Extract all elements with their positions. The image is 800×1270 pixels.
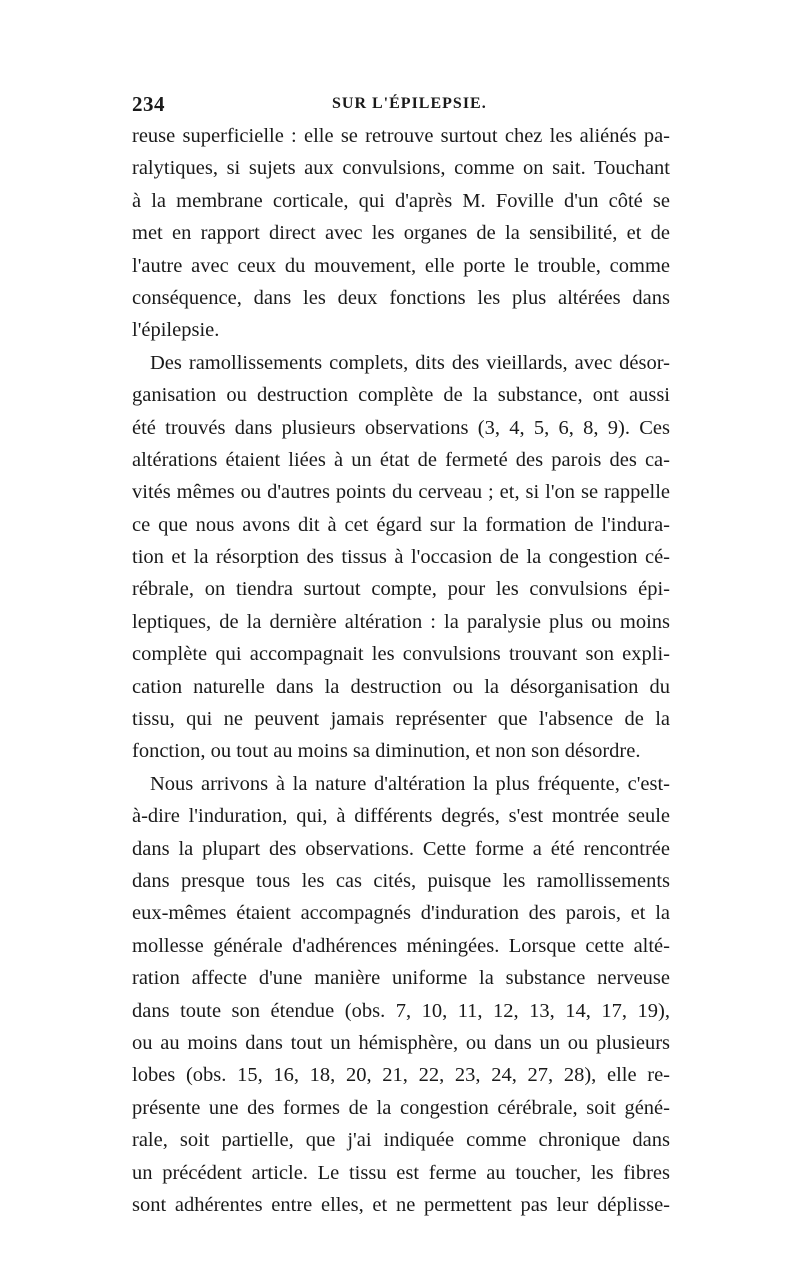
text-line: ce que nous avons dit à cet égard sur la formation de l'indura- — [132, 513, 670, 536]
running-title: SUR L'ÉPILEPSIE. — [332, 95, 487, 112]
text-line: Des ramollissements complets, dits des vieillards, avec désor- — [150, 351, 670, 374]
text-line: lobes (obs. 15, 16, 18, 20, 21, 22, 23, 24, 27, 28), elle re- — [132, 1064, 670, 1087]
text-line: dans la plupart des observations. Cette forme a été rencontrée — [132, 837, 670, 860]
running-head — [132, 92, 672, 118]
text-line: ration affecte d'une manière uniforme la substance nerveuse — [132, 967, 670, 990]
text-line: Nous arrivons à la nature d'altération la plus fréquente, c'est- — [150, 772, 670, 795]
text-line: eux-mêmes étaient accompagnés d'induration des parois, et la — [132, 902, 670, 925]
text-line: à la membrane corticale, qui d'après M. Foville d'un côté se — [132, 189, 670, 212]
text-line: fonction, ou tout au moins sa diminution, et non son désordre. — [132, 740, 641, 763]
text-line: mollesse générale d'adhérences méningées. Lorsque cette alté- — [132, 934, 670, 957]
text-line: cation naturelle dans la destruction ou la désorganisation du — [132, 675, 670, 698]
text-line: l'épilepsie. — [132, 319, 220, 342]
text-line: vités mêmes ou d'autres points du cerveau ; et, si l'on se rappelle — [132, 481, 670, 504]
text-line: dans toute son étendue (obs. 7, 10, 11, 12, 13, 14, 17, 19), — [132, 999, 670, 1022]
text-line: ralytiques, si sujets aux convulsions, comme on sait. Touchant — [132, 157, 670, 180]
text-line: l'autre avec ceux du mouvement, elle porte le trouble, comme — [132, 254, 670, 277]
text-line: ganisation ou destruction complète de la substance, ont aussi — [132, 384, 670, 407]
text-line: complète qui accompagnait les convulsions trouvant son expli- — [132, 643, 670, 666]
text-line: sont adhérentes entre elles, et ne permettent pas leur déplisse- — [132, 1193, 670, 1216]
text-line: tion et la résorption des tissus à l'occasion de la congestion cé- — [132, 546, 670, 569]
text-line: été trouvés dans plusieurs observations (3, 4, 5, 6, 8, 9). Ces — [132, 416, 670, 439]
body-text — [132, 120, 670, 1221]
page-number: 234 — [132, 92, 165, 116]
text-line: altérations étaient liées à un état de fermeté des parois des ca- — [132, 448, 670, 471]
text-line: rébrale, on tiendra surtout compte, pour les convulsions épi- — [132, 578, 670, 601]
text-line: conséquence, dans les deux fonctions les plus altérées dans — [132, 286, 670, 309]
text-line: reuse superficielle : elle se retrouve surtout chez les aliénés pa- — [132, 125, 670, 147]
text-line: dans presque tous les cas cités, puisque les ramollissements — [132, 869, 670, 892]
text-line: un précédent article. Le tissu est ferme au toucher, les fibres — [132, 1161, 670, 1184]
text-line: présente une des formes de la congestion cérébrale, soit géné- — [132, 1096, 670, 1119]
text-line: tissu, qui ne peuvent jamais représenter que l'absence de la — [132, 708, 670, 731]
text-line: rale, soit partielle, que j'ai indiquée comme chronique dans — [132, 1129, 670, 1152]
text-line: ou au moins dans tout un hémisphère, ou dans un ou plusieurs — [132, 1031, 670, 1054]
text-line: leptiques, de la dernière altération : la paralysie plus ou moins — [132, 610, 670, 633]
text-line: à-dire l'induration, qui, à différents degrés, s'est montrée seule — [132, 805, 670, 828]
text-line: met en rapport direct avec les organes de la sensibilité, et de — [132, 222, 670, 245]
